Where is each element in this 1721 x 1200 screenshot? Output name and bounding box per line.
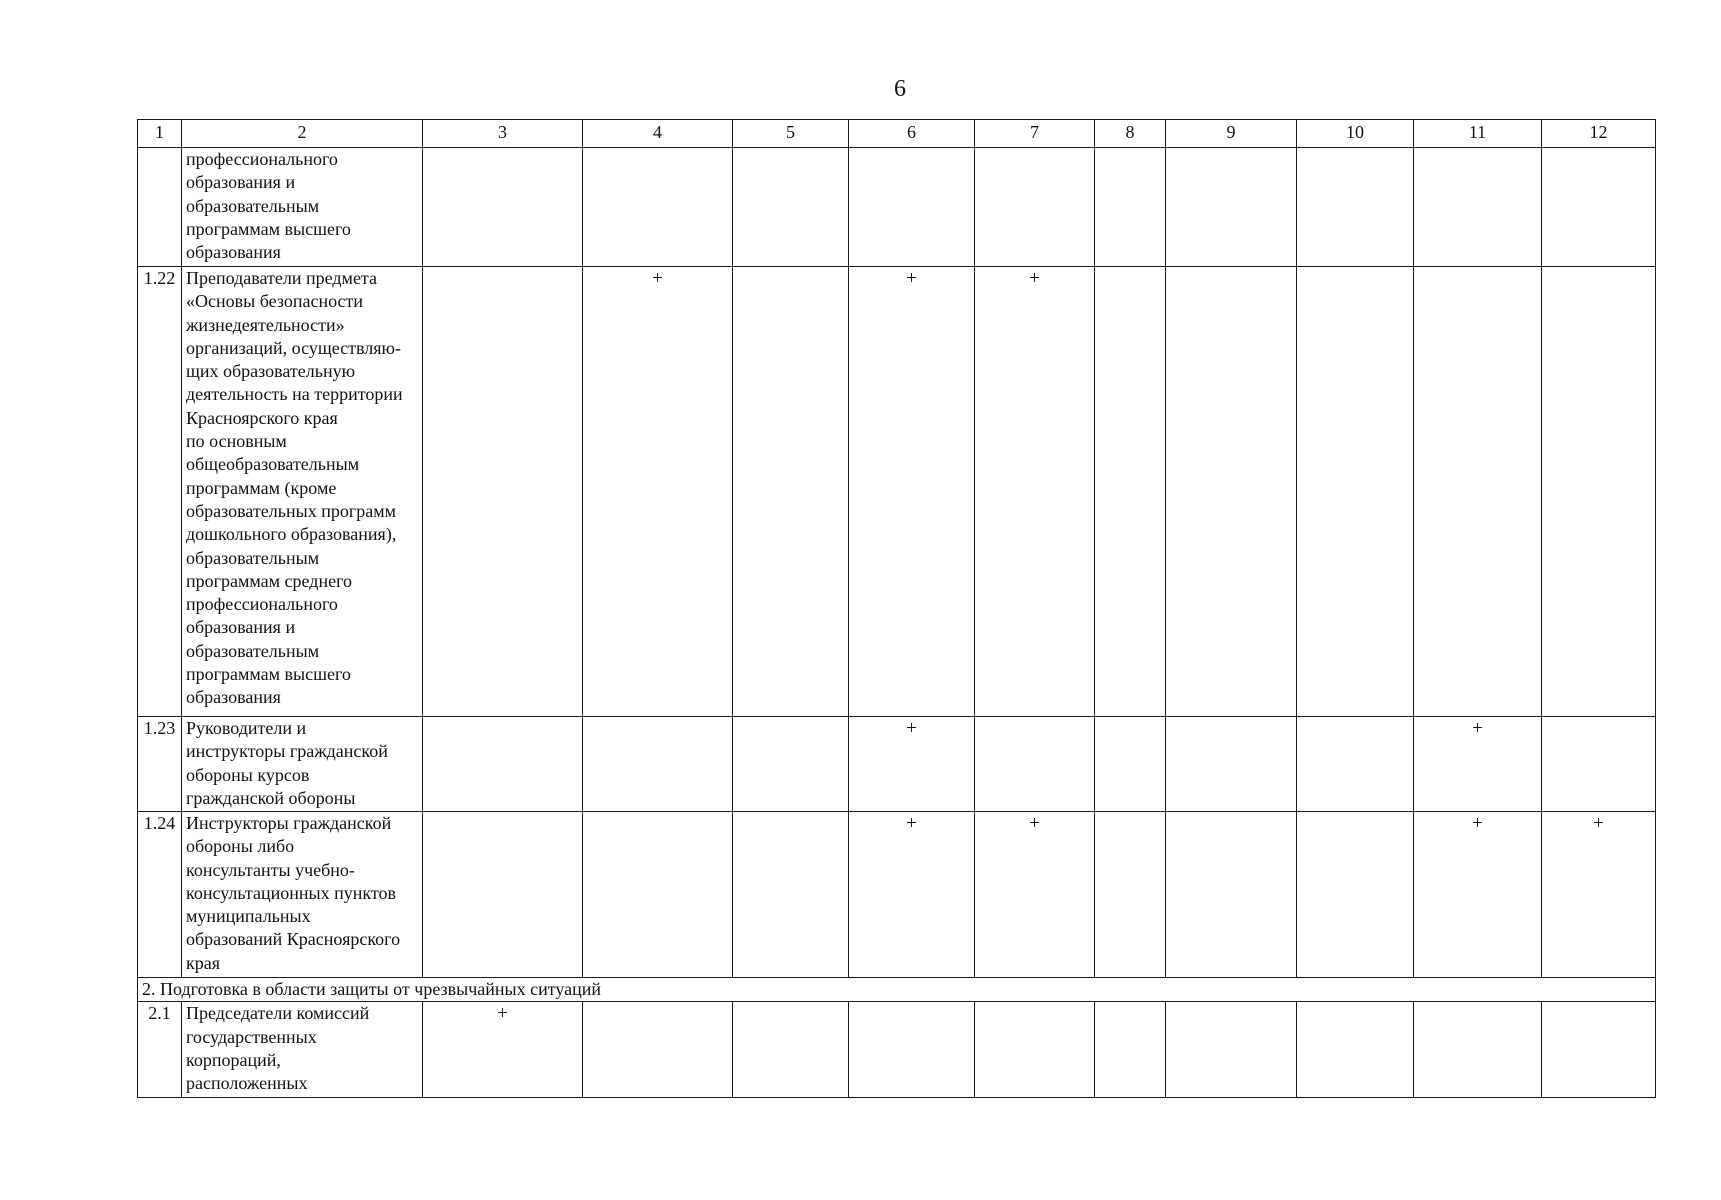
mark-cell-col-4 bbox=[583, 812, 733, 978]
column-number-cell: 5 bbox=[733, 120, 849, 148]
table-row bbox=[138, 717, 1656, 812]
mark-cell-col-11 bbox=[1414, 267, 1542, 717]
mark-cell-col-4 bbox=[583, 148, 733, 267]
mark-cell-col-6 bbox=[849, 1002, 975, 1098]
mark-cell-col-6: + bbox=[849, 717, 975, 812]
table-row bbox=[138, 1002, 1656, 1098]
mark-cell-col-8 bbox=[1095, 812, 1166, 978]
mark-cell-col-7 bbox=[975, 717, 1095, 812]
page-number: 6 bbox=[894, 76, 906, 102]
mark-cell-col-4: + bbox=[583, 267, 733, 717]
column-number-cell: 7 bbox=[975, 120, 1095, 148]
column-number-cell: 8 bbox=[1095, 120, 1166, 148]
table-row bbox=[138, 267, 1656, 717]
column-number-row bbox=[138, 120, 1656, 148]
mark-cell-col-3: + bbox=[423, 1002, 583, 1098]
item-number-cell: 1.22 bbox=[138, 267, 182, 717]
mark-cell-col-12 bbox=[1542, 1002, 1656, 1098]
mark-cell-col-7 bbox=[975, 1002, 1095, 1098]
mark-cell-col-4 bbox=[583, 1002, 733, 1098]
mark-cell-col-5 bbox=[733, 1002, 849, 1098]
mark-cell-col-12 bbox=[1542, 267, 1656, 717]
mark-cell-col-3 bbox=[423, 148, 583, 267]
column-number-cell: 3 bbox=[423, 120, 583, 148]
mark-cell-col-6 bbox=[849, 148, 975, 267]
mark-cell-col-7: + bbox=[975, 812, 1095, 978]
mark-cell-col-9 bbox=[1166, 717, 1297, 812]
column-number-cell: 1 bbox=[138, 120, 182, 148]
mark-cell-col-10 bbox=[1297, 812, 1414, 978]
category-name-cell: Руководители и инструкторы гражданской обороны курсов гражданской обороны bbox=[182, 717, 423, 812]
mark-cell-col-4 bbox=[583, 717, 733, 812]
mark-cell-col-3 bbox=[423, 812, 583, 978]
mark-cell-col-3 bbox=[423, 267, 583, 717]
column-number-cell: 12 bbox=[1542, 120, 1656, 148]
column-number-cell: 11 bbox=[1414, 120, 1542, 148]
table-row bbox=[138, 812, 1656, 978]
item-number-cell bbox=[138, 148, 182, 267]
mark-cell-col-9 bbox=[1166, 812, 1297, 978]
mark-cell-col-7: + bbox=[975, 267, 1095, 717]
mark-cell-col-11 bbox=[1414, 1002, 1542, 1098]
mark-cell-col-5 bbox=[733, 717, 849, 812]
mark-cell-col-5 bbox=[733, 267, 849, 717]
item-number-cell: 1.24 bbox=[138, 812, 182, 978]
mark-cell-col-11: + bbox=[1414, 812, 1542, 978]
mark-cell-col-8 bbox=[1095, 148, 1166, 267]
mark-cell-col-5 bbox=[733, 148, 849, 267]
category-name-cell: Инструкторы гражданской обороны либо консультанты учебно- консультационных пунктов муниципальных образований Красноярского края bbox=[182, 812, 423, 978]
category-name-cell: Преподаватели предмета «Основы безопасности жизнедеятельности» организаций, осуществляю- щих образовательную деятельность на территории Красноярского края по основным общеобразовательным программам (кроме образовательных программ дошкольного образования), образовательным программам среднего профессионального образования и образовательным программам высшего образования bbox=[182, 267, 423, 717]
table-row bbox=[138, 148, 1656, 267]
mark-cell-col-6: + bbox=[849, 812, 975, 978]
item-number-cell: 2.1 bbox=[138, 1002, 182, 1098]
mark-cell-col-6: + bbox=[849, 267, 975, 717]
mark-cell-col-12 bbox=[1542, 148, 1656, 267]
mark-cell-col-8 bbox=[1095, 267, 1166, 717]
mark-cell-col-3 bbox=[423, 717, 583, 812]
table-body bbox=[138, 120, 1656, 1098]
column-number-cell: 10 bbox=[1297, 120, 1414, 148]
column-number-cell: 9 bbox=[1166, 120, 1297, 148]
column-number-cell: 4 bbox=[583, 120, 733, 148]
document-table bbox=[137, 119, 1656, 1098]
mark-cell-col-11 bbox=[1414, 148, 1542, 267]
mark-cell-col-7 bbox=[975, 148, 1095, 267]
column-number-cell: 2 bbox=[182, 120, 423, 148]
mark-cell-col-10 bbox=[1297, 148, 1414, 267]
mark-cell-col-11: + bbox=[1414, 717, 1542, 812]
category-name-cell: Председатели комиссий государственных корпораций, расположенных bbox=[182, 1002, 423, 1098]
mark-cell-col-10 bbox=[1297, 1002, 1414, 1098]
mark-cell-col-10 bbox=[1297, 267, 1414, 717]
mark-cell-col-8 bbox=[1095, 1002, 1166, 1098]
mark-cell-col-9 bbox=[1166, 1002, 1297, 1098]
category-name-cell: профессионального образования и образовательным программам высшего образования bbox=[182, 148, 423, 267]
column-number-cell: 6 bbox=[849, 120, 975, 148]
section-title: 2. Подготовка в области защиты от чрезвычайных ситуаций bbox=[138, 978, 1656, 1002]
mark-cell-col-8 bbox=[1095, 717, 1166, 812]
item-number-cell: 1.23 bbox=[138, 717, 182, 812]
mark-cell-col-5 bbox=[733, 812, 849, 978]
mark-cell-col-12: + bbox=[1542, 812, 1656, 978]
mark-cell-col-12 bbox=[1542, 717, 1656, 812]
mark-cell-col-9 bbox=[1166, 267, 1297, 717]
section-row bbox=[138, 978, 1656, 1002]
mark-cell-col-9 bbox=[1166, 148, 1297, 267]
mark-cell-col-10 bbox=[1297, 717, 1414, 812]
